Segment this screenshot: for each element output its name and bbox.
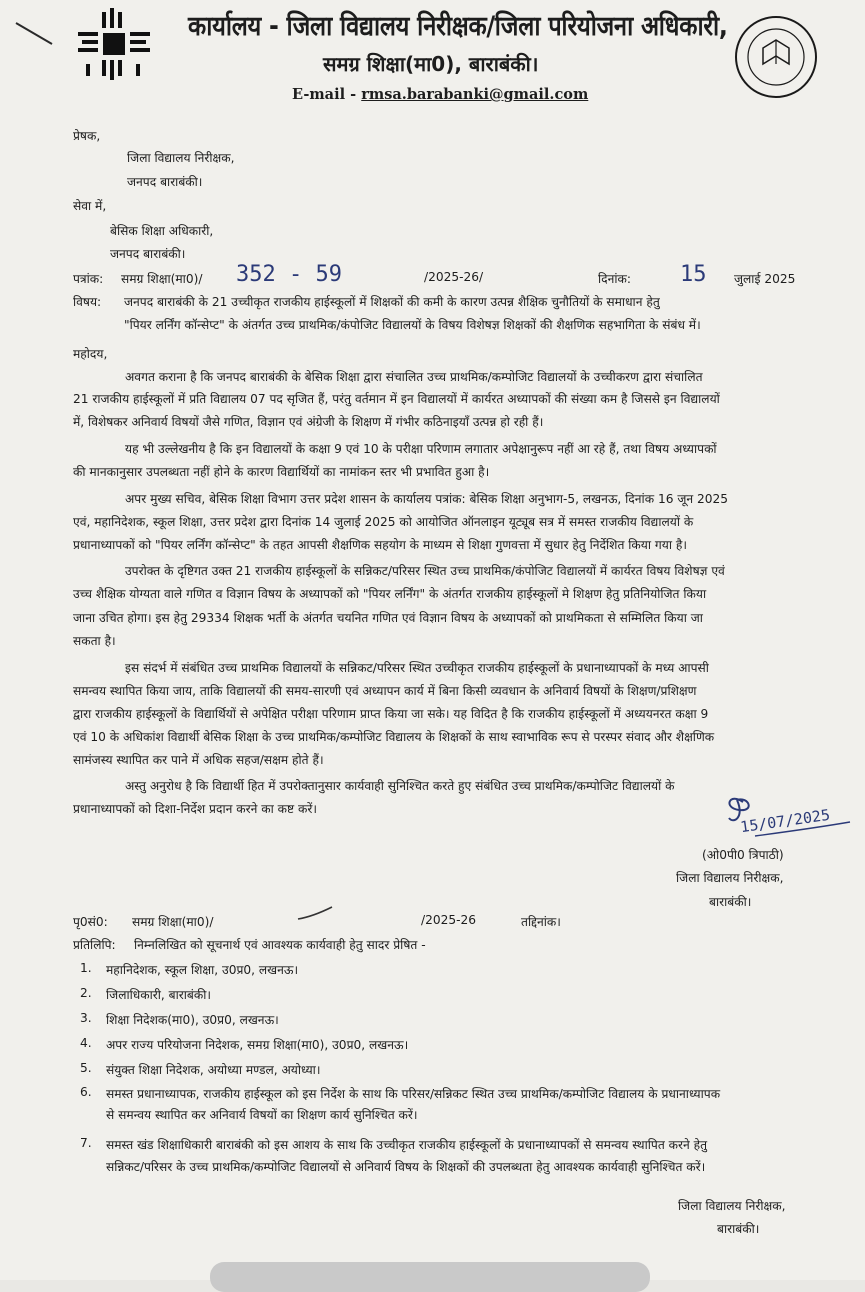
para3-line2: एवं, महानिदेशक, स्कूल शिक्षा, उत्तर प्रदेश द्वारा दिनांक 14 जुलाई 2025 को आयोजित ऑनलाइन यूट्यूब सत्र में समस्त राजकीय विद्यालयों के	[73, 515, 694, 529]
subject-line2: "पियर लर्निंग कॉन्सेप्ट" के अंतर्गत उच्च प्राथमिक/कंपोजिट विद्यालयों के विषय विशेषज्ञ शिक्षकों की शैक्षणिक सहभागिता के संबंध में।	[124, 318, 701, 332]
samagra-shiksha-logo-icon	[78, 8, 158, 90]
copy-item-3-num: 3.	[80, 1011, 92, 1025]
signatory-designation: जिला विद्यालय निरीक्षक,	[676, 871, 784, 885]
endorsement-prefix: समग्र शिक्षा(मा0)/	[132, 915, 214, 929]
recipient-line1: बेसिक शिक्षा अधिकारी,	[110, 224, 214, 238]
copy-item-3: शिक्षा निदेशक(मा0), उ0प्र0, लखनऊ।	[106, 1013, 279, 1027]
date-month-year: जुलाई 2025	[734, 272, 796, 286]
copy-item-7-line2: सन्निकट/परिसर के उच्च प्राथमिक/कम्पोजिट विद्यालयों से अनिवार्य विषय के शिक्षकों की उपलब्धता हेतु आवश्यक कार्यवाही सुनिश्चित करें।	[106, 1160, 706, 1174]
salutation: महोदय,	[73, 347, 108, 361]
para2-line2: की मानकानुसार उपलब्धता नहीं होने के कारण विद्यार्थियों का नामांकन स्तर भी प्रभावित हुआ है।	[73, 465, 490, 479]
para4-line3: जाना उचित होगा। इस हेतु 29334 शिक्षक भर्ती के अंतर्गत चयनित गणित एवं विज्ञान विषय के अध्यापकों को प्राथमिकता से सम्मिलित किया जा	[73, 611, 703, 625]
date-day-handwritten: 15	[680, 262, 707, 287]
signature-handwritten-date: 15/07/2025	[739, 805, 832, 837]
para1-line3: में, विशेषकर अनिवार्य विषयों जैसे गणित, विज्ञान एवं अंग्रेजी के शिक्षण में गंभीर कठिनाइयाँ उत्पन्न हो रही हैं।	[73, 415, 544, 429]
copy-label: प्रतिलिपि:	[73, 938, 116, 952]
copy-item-1: महानिदेशक, स्कूल शिक्षा, उ0प्र0, लखनऊ।	[106, 963, 299, 977]
endorsement-year: /2025-26	[421, 913, 477, 927]
department-seal-icon	[733, 14, 819, 100]
signatory-name: (ओ0पी0 त्रिपाठी)	[702, 848, 784, 862]
footer-designation: जिला विद्यालय निरीक्षक,	[678, 1199, 786, 1213]
para4-line4: सकता है।	[73, 634, 116, 648]
subject-line1: जनपद बाराबंकी के 21 उच्चीकृत राजकीय हाईस्कूलों में शिक्षकों की कमी के कारण उत्पन्न शैक्षिक चुनौतियों के समाधान हेतु	[124, 295, 660, 309]
endorsement-date: तद्दिनांक।	[521, 915, 561, 929]
copy-item-7-num: 7.	[80, 1136, 92, 1150]
para4-line2: उच्च शैक्षिक योग्यता वाले गणित व विज्ञान विषय के अध्यापकों को "पियर लर्निंग" के अंतर्गत राजकीय हाईस्कूलों मे शिक्षण हेतु प्रतिनियोजित किया	[73, 587, 707, 601]
para3-line3: प्रधानाध्यापकों को "पियर लर्निंग कॉन्सेप्ट" के तहत आपसी शैक्षणिक सहयोग के माध्यम से शिक्षा गुणवत्ता में सुधार हेतु निर्देशित किया गया है।	[73, 538, 687, 552]
footer-place: बाराबंकी।	[717, 1222, 760, 1236]
date-label: दिनांक:	[598, 272, 632, 286]
recipient-label: सेवा में,	[73, 199, 107, 213]
para1-line1: अवगत कराना है कि जनपद बाराबंकी के बेसिक शिक्षा द्वारा संचालित उच्च प्राथमिक/कम्पोजिट विद्यालयों के उच्चीकरण द्वारा संचालित	[125, 370, 703, 384]
copy-item-6-num: 6.	[80, 1085, 92, 1099]
sender-label: प्रेषक,	[73, 129, 101, 143]
office-subtitle: समग्र शिक्षा(मा0), बाराबंकी।	[323, 52, 539, 76]
para6-line2: प्रधानाध्यापकों को दिशा-निर्देश प्रदान करने का कष्ट करें।	[73, 802, 317, 816]
tick-mark-icon	[296, 905, 336, 923]
email-address[interactable]: rmsa.barabanki@gmail.com	[361, 86, 589, 103]
signatory-place: बाराबंकी।	[709, 895, 752, 909]
para2-line1: यह भी उल्लेखनीय है कि इन विद्यालयों के कक्षा 9 एवं 10 के परीक्षा परिणाम लगातार अपेक्षानुरूप नहीं आ रहे हैं, तथा विषय अध्यापकों	[125, 442, 717, 456]
para5-line4: एवं 10 के अधिकांश विद्यार्थी बेसिक शिक्षा के उच्च प्राथमिक/कम्पोजिट विद्यालय के शिक्षकों के साथ स्वाभाविक रूप से परस्पर संवाद और शैक्षणिक	[73, 730, 715, 744]
para5-line3: द्वारा राजकीय हाईस्कूलों के विद्यार्थियों से अपेक्षित परीक्षा परिणाम प्राप्त किया जा सके। यह विदित है कि राजकीय हाईस्कूलों में अध्ययनरत कक्षा 9	[73, 707, 709, 721]
email-label: E-mail -	[292, 86, 357, 103]
ref-prefix: समग्र शिक्षा(मा0)/	[121, 272, 203, 286]
office-title: कार्यालय - जिला विद्यालय निरीक्षक/जिला परियोजना अधिकारी,	[188, 11, 728, 42]
pen-stroke-mark	[14, 20, 54, 48]
copy-item-6-line2: से समन्वय स्थापित कर अनिवार्य विषयों का शिक्षण कार्य सुनिश्चित करें।	[106, 1108, 418, 1122]
subject-label: विषय:	[73, 295, 102, 309]
para5-line1: इस संदर्भ में संबंधित उच्च प्राथमिक विद्यालयों के सन्निकट/परिसर स्थित उच्चीकृत राजकीय हाईस्कूलों के प्रधानाध्यापकों के मध्य आपसी	[125, 661, 709, 675]
para5-line5: सामंजस्य स्थापित कर पाने में अधिक सहज/सक्षम होते हैं।	[73, 753, 324, 767]
copy-item-2: जिलाधिकारी, बाराबंकी।	[106, 988, 212, 1002]
ref-number-handwritten: 352 - 59	[236, 262, 342, 287]
sender-line2: जनपद बाराबंकी।	[127, 175, 203, 189]
para1-line2: 21 राजकीय हाईस्कूलों में प्रति विद्यालय 07 पद सृजित हैं, परंतु वर्तमान में इन विद्यालयों में कार्यरत अध्यापकों की संख्या कम है जिससे इन विद्यालयों	[73, 392, 720, 406]
endorsement-label: पृ0सं0:	[73, 915, 108, 929]
copy-item-7-line1: समस्त खंड शिक्षाधिकारी बाराबंकी को इस आशय के साथ कि उच्चीकृत राजकीय हाईस्कूलों के प्रधानाध्यापकों से समन्वय स्थापित करने हेतु	[106, 1138, 708, 1152]
ref-year: /2025-26/	[424, 270, 484, 284]
copy-text: निम्नलिखित को सूचनार्थ एवं आवश्यक कार्यवाही हेतु सादर प्रेषित -	[134, 938, 426, 952]
copy-item-5-num: 5.	[80, 1061, 92, 1075]
bottom-scroll-handle[interactable]	[210, 1262, 650, 1292]
recipient-line2: जनपद बाराबंकी।	[110, 247, 186, 261]
copy-item-6-line1: समस्त प्रधानाध्यापक, राजकीय हाईस्कूल को इस निर्देश के साथ कि परिसर/सन्निकट स्थित उच्च प्राथमिक/कम्पोजिट विद्यालय के प्रधानाध्यापक	[106, 1087, 721, 1101]
copy-item-5: संयुक्त शिक्षा निदेशक, अयोध्या मण्डल, अयोध्या।	[106, 1063, 321, 1077]
para6-line1: अस्तु अनुरोध है कि विद्यार्थी हित में उपरोक्तानुसार कार्यवाही सुनिश्चित करते हुए संबंधित उच्च प्राथमिक/कम्पोजिट विद्यालयों के	[125, 779, 675, 793]
copy-item-2-num: 2.	[80, 986, 92, 1000]
ref-label: पत्रांक:	[73, 272, 104, 286]
email-line	[292, 86, 588, 103]
para4-line1: उपरोक्त के दृष्टिगत उक्त 21 राजकीय हाईस्कूलों के सन्निकट/परिसर स्थित उच्च प्राथमिक/कंपोजिट विद्यालयों में कार्यरत विषय विशेषज्ञ एवं	[125, 564, 725, 578]
copy-item-1-num: 1.	[80, 961, 92, 975]
para3-line1: अपर मुख्य सचिव, बेसिक शिक्षा विभाग उत्तर प्रदेश शासन के कार्यालय पत्रांक: बेसिक शिक्षा अनुभाग-5, लखनऊ, दिनांक 16 जून 2025	[125, 492, 729, 506]
copy-item-4: अपर राज्य परियोजना निदेशक, समग्र शिक्षा(मा0), उ0प्र0, लखनऊ।	[106, 1038, 409, 1052]
para5-line2: समन्वय स्थापित किया जाय, ताकि विद्यालयों की समय-सारणी एवं अध्यापन कार्य में बिना किसी व्यवधान के अनिवार्य विषयों के शिक्षण/प्रशिक्षण	[73, 684, 697, 698]
sender-line1: जिला विद्यालय निरीक्षक,	[127, 151, 235, 165]
copy-item-4-num: 4.	[80, 1036, 92, 1050]
